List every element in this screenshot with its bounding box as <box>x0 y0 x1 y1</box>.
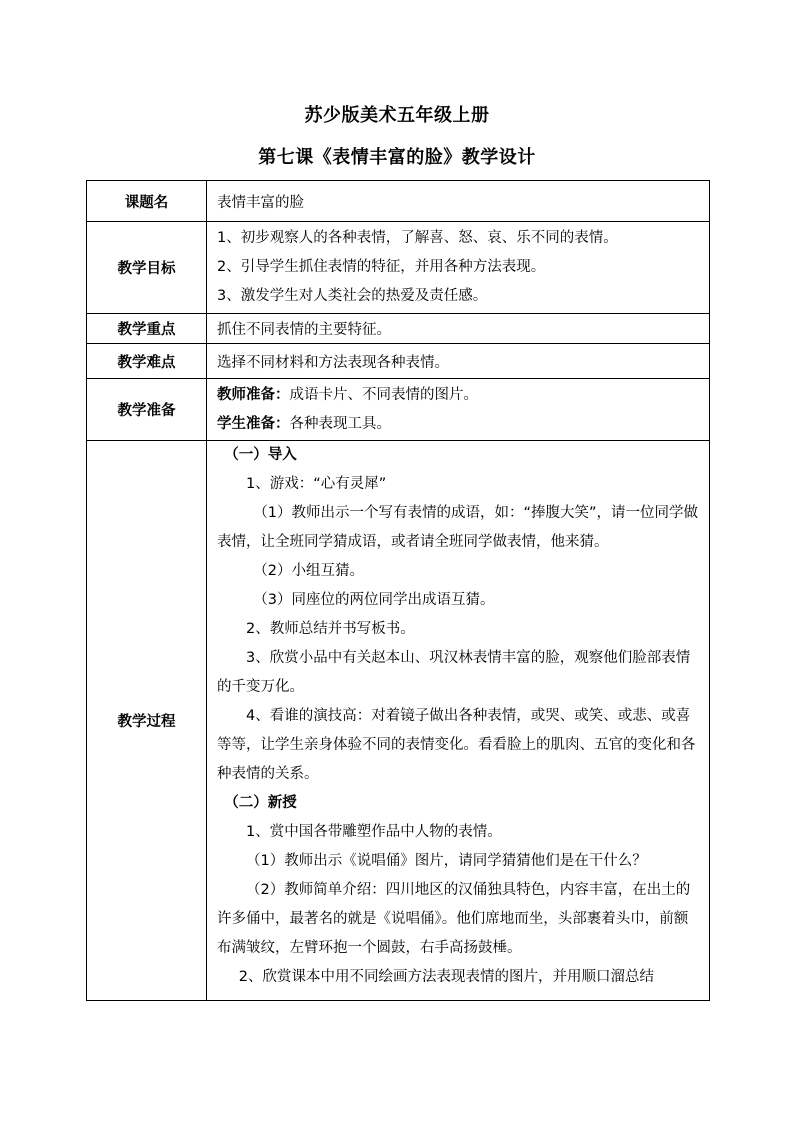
teacher-prep <box>217 381 701 410</box>
process-paragraph: 2、欣赏课本中用不同绘画方法表现表情的图片，并用顺口溜总结 <box>238 969 654 985</box>
row-goals <box>87 222 710 314</box>
row-key-points <box>87 314 710 344</box>
key-points-value: 抓住不同表情的主要特征。 <box>207 314 710 344</box>
topic-value: 表情丰富的脸 <box>207 181 710 222</box>
process-paragraph: （1）教师出示一个写有表情的成语，如：“捧腹大笑”，请一位同学做表情，让全班同学猜成语，或者请全班同学做表情，他来猜。 <box>217 505 698 550</box>
process-paragraph: 4、看谁的演技高：对着镜子做出各种表情，或哭、或笑、或悲、或喜等等，让学生亲身体验不同的表情变化。看看脸上的肌肉、五官的变化和各种表情的关系。 <box>217 708 696 782</box>
student-prep <box>217 410 701 439</box>
student-prep-label: 学生准备： <box>217 415 290 432</box>
student-prep-value: 各种表现工具。 <box>289 415 391 432</box>
difficulties-label: 教学难点 <box>87 344 207 379</box>
process-paragraph: （2）小组互猜。 <box>253 563 364 579</box>
document-title: 苏少版美术五年级上册 <box>304 105 490 126</box>
lesson-title: 第七课《表情丰富的脸》教学设计 <box>258 147 536 168</box>
goals-content <box>207 222 710 314</box>
preparation-label: 教学准备 <box>87 379 207 441</box>
process-label: 教学过程 <box>87 441 207 1001</box>
section-heading: （二）新授 <box>224 795 297 811</box>
teacher-prep-value: 成语卡片、不同表情的图片。 <box>289 386 478 403</box>
lesson-plan-table <box>86 180 710 1001</box>
process-paragraph: 1、游戏：“心有灵犀” <box>246 476 387 492</box>
row-topic <box>87 181 710 222</box>
preparation-content <box>207 379 710 441</box>
section-heading: （一）导入 <box>224 447 297 463</box>
process-paragraph: （3）同座位的两位同学出成语互猜。 <box>253 592 495 608</box>
process-paragraph: 3、欣赏小品中有关赵本山、巩汉林表情丰富的脸，观察他们脸部表情的千变万化。 <box>217 650 691 695</box>
key-points-label: 教学重点 <box>87 314 207 344</box>
goal-item: 1、初步观察人的各种表情，了解喜、怒、哀、乐不同的表情。 <box>217 230 618 246</box>
row-preparation <box>87 379 710 441</box>
goals-label: 教学目标 <box>87 222 207 314</box>
process-content <box>207 441 710 1001</box>
row-process <box>87 441 710 1001</box>
process-paragraph: （2）教师简单介绍：四川地区的汉俑独具特色，内容丰富，在出土的许多俑中，最著名的就是《说唱俑》。他们席地而坐，头部裹着头巾，前额布满皱纹，左臂环抱一个圆鼓，右手高扬鼓棰。 <box>217 882 691 956</box>
topic-label: 课题名 <box>87 181 207 222</box>
row-difficulties <box>87 344 710 379</box>
goal-item: 2、引导学生抓住表情的特征，并用各种方法表现。 <box>217 259 546 275</box>
process-paragraph: 2、教师总结并书写板书。 <box>246 621 415 637</box>
difficulties-value: 选择不同材料和方法表现各种表情。 <box>207 344 710 379</box>
process-paragraph: （1）教师出示《说唱俑》图片，请同学猜猜他们是在干什么？ <box>246 853 647 869</box>
teacher-prep-label: 教师准备： <box>217 386 290 403</box>
process-paragraph: 1、赏中国各带雕塑作品中人物的表情。 <box>246 824 502 840</box>
goal-item: 3、激发学生对人类社会的热爱及责任感。 <box>217 288 488 304</box>
